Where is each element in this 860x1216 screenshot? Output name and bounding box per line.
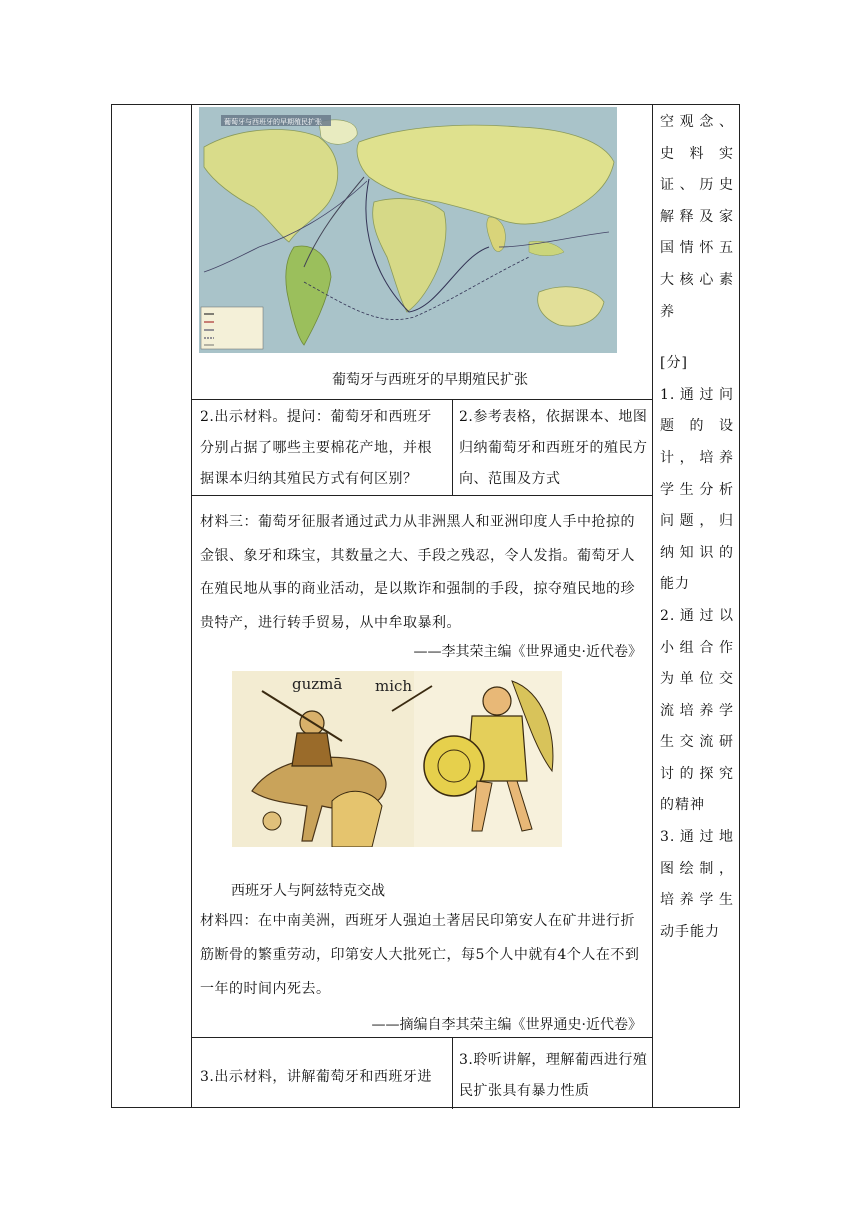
section-bracket: [分]: [660, 355, 688, 372]
core-literacy-text: 空观念、史料实证、历史解释及家国情怀五大核心素养: [660, 114, 734, 320]
row-divider: [191, 495, 652, 496]
column-divider: [191, 105, 192, 1107]
intent-item-2: 2.通过以小组合作为单位交流培养学生交流研讨的探究的精神: [660, 607, 734, 814]
svg-text:葡萄牙与西班牙的早期殖民扩张: 葡萄牙与西班牙的早期殖民扩张: [224, 118, 322, 126]
row-divider: [191, 1037, 652, 1038]
teacher-activity-2: 2.出示材料。提问：葡萄牙和西班牙分别占据了哪些主要棉花产地，并根据课本归纳其殖民方式有何区别？: [200, 409, 432, 487]
student-activity-3: 3.聆听讲解，理解葡西进行殖民扩张具有暴力性质: [459, 1052, 648, 1099]
intent-item-3: 3.通过地图绘制，培养学生动手能力: [660, 829, 734, 940]
material-three-text: 材料三：葡萄牙征服者通过武力从非洲黑人和亚洲印度人手中抢掠的金银、象牙和珠宝，其数量之大、手段之残忍，令人发指。葡萄牙人在殖民地从事的商业活动，是以欺诈和强制的手段，掠夺殖民地的珍贵特产，进行转手贸易，从中牟取暴利。: [200, 514, 635, 631]
intent-item-1: 1.通过问题的设计，培养学生分析问题，归纳知识的能力: [660, 386, 734, 593]
material-three-source: ——李其荣主编《世界通史·近代卷》: [413, 644, 642, 660]
svg-text:guzmā: guzmā: [292, 675, 343, 693]
lesson-table: [111, 104, 740, 1108]
map-caption: 葡萄牙与西班牙的早期殖民扩张: [332, 372, 528, 388]
material-four-text: 材料四：在中南美洲，西班牙人强迫土著居民印第安人在矿井进行折筋断骨的繁重劳动，印第安人大批死亡，每5个人中就有4个人在不到一年的时间内死去。: [200, 913, 640, 997]
row-divider: [191, 399, 652, 400]
svg-text:mich: mich: [375, 677, 413, 695]
battle-caption: 西班牙人与阿兹特克交战: [231, 883, 385, 899]
column-divider: [652, 105, 653, 1107]
cell-divider: [452, 399, 453, 495]
teacher-activity-3: 3.出示材料，讲解葡萄牙和西班牙进: [200, 1069, 432, 1085]
cell-divider: [452, 1037, 453, 1109]
spanish-aztec-battle-image: [232, 671, 562, 847]
student-activity-2: 2.参考表格，依据课本、地图归纳葡萄牙和西班牙的殖民方向、范围及方式: [459, 409, 648, 487]
material-four-source: ——摘编自李其荣主编《世界通史·近代卷》: [371, 1017, 642, 1033]
design-intent-column: [660, 107, 734, 948]
colonial-expansion-map: [199, 107, 617, 353]
